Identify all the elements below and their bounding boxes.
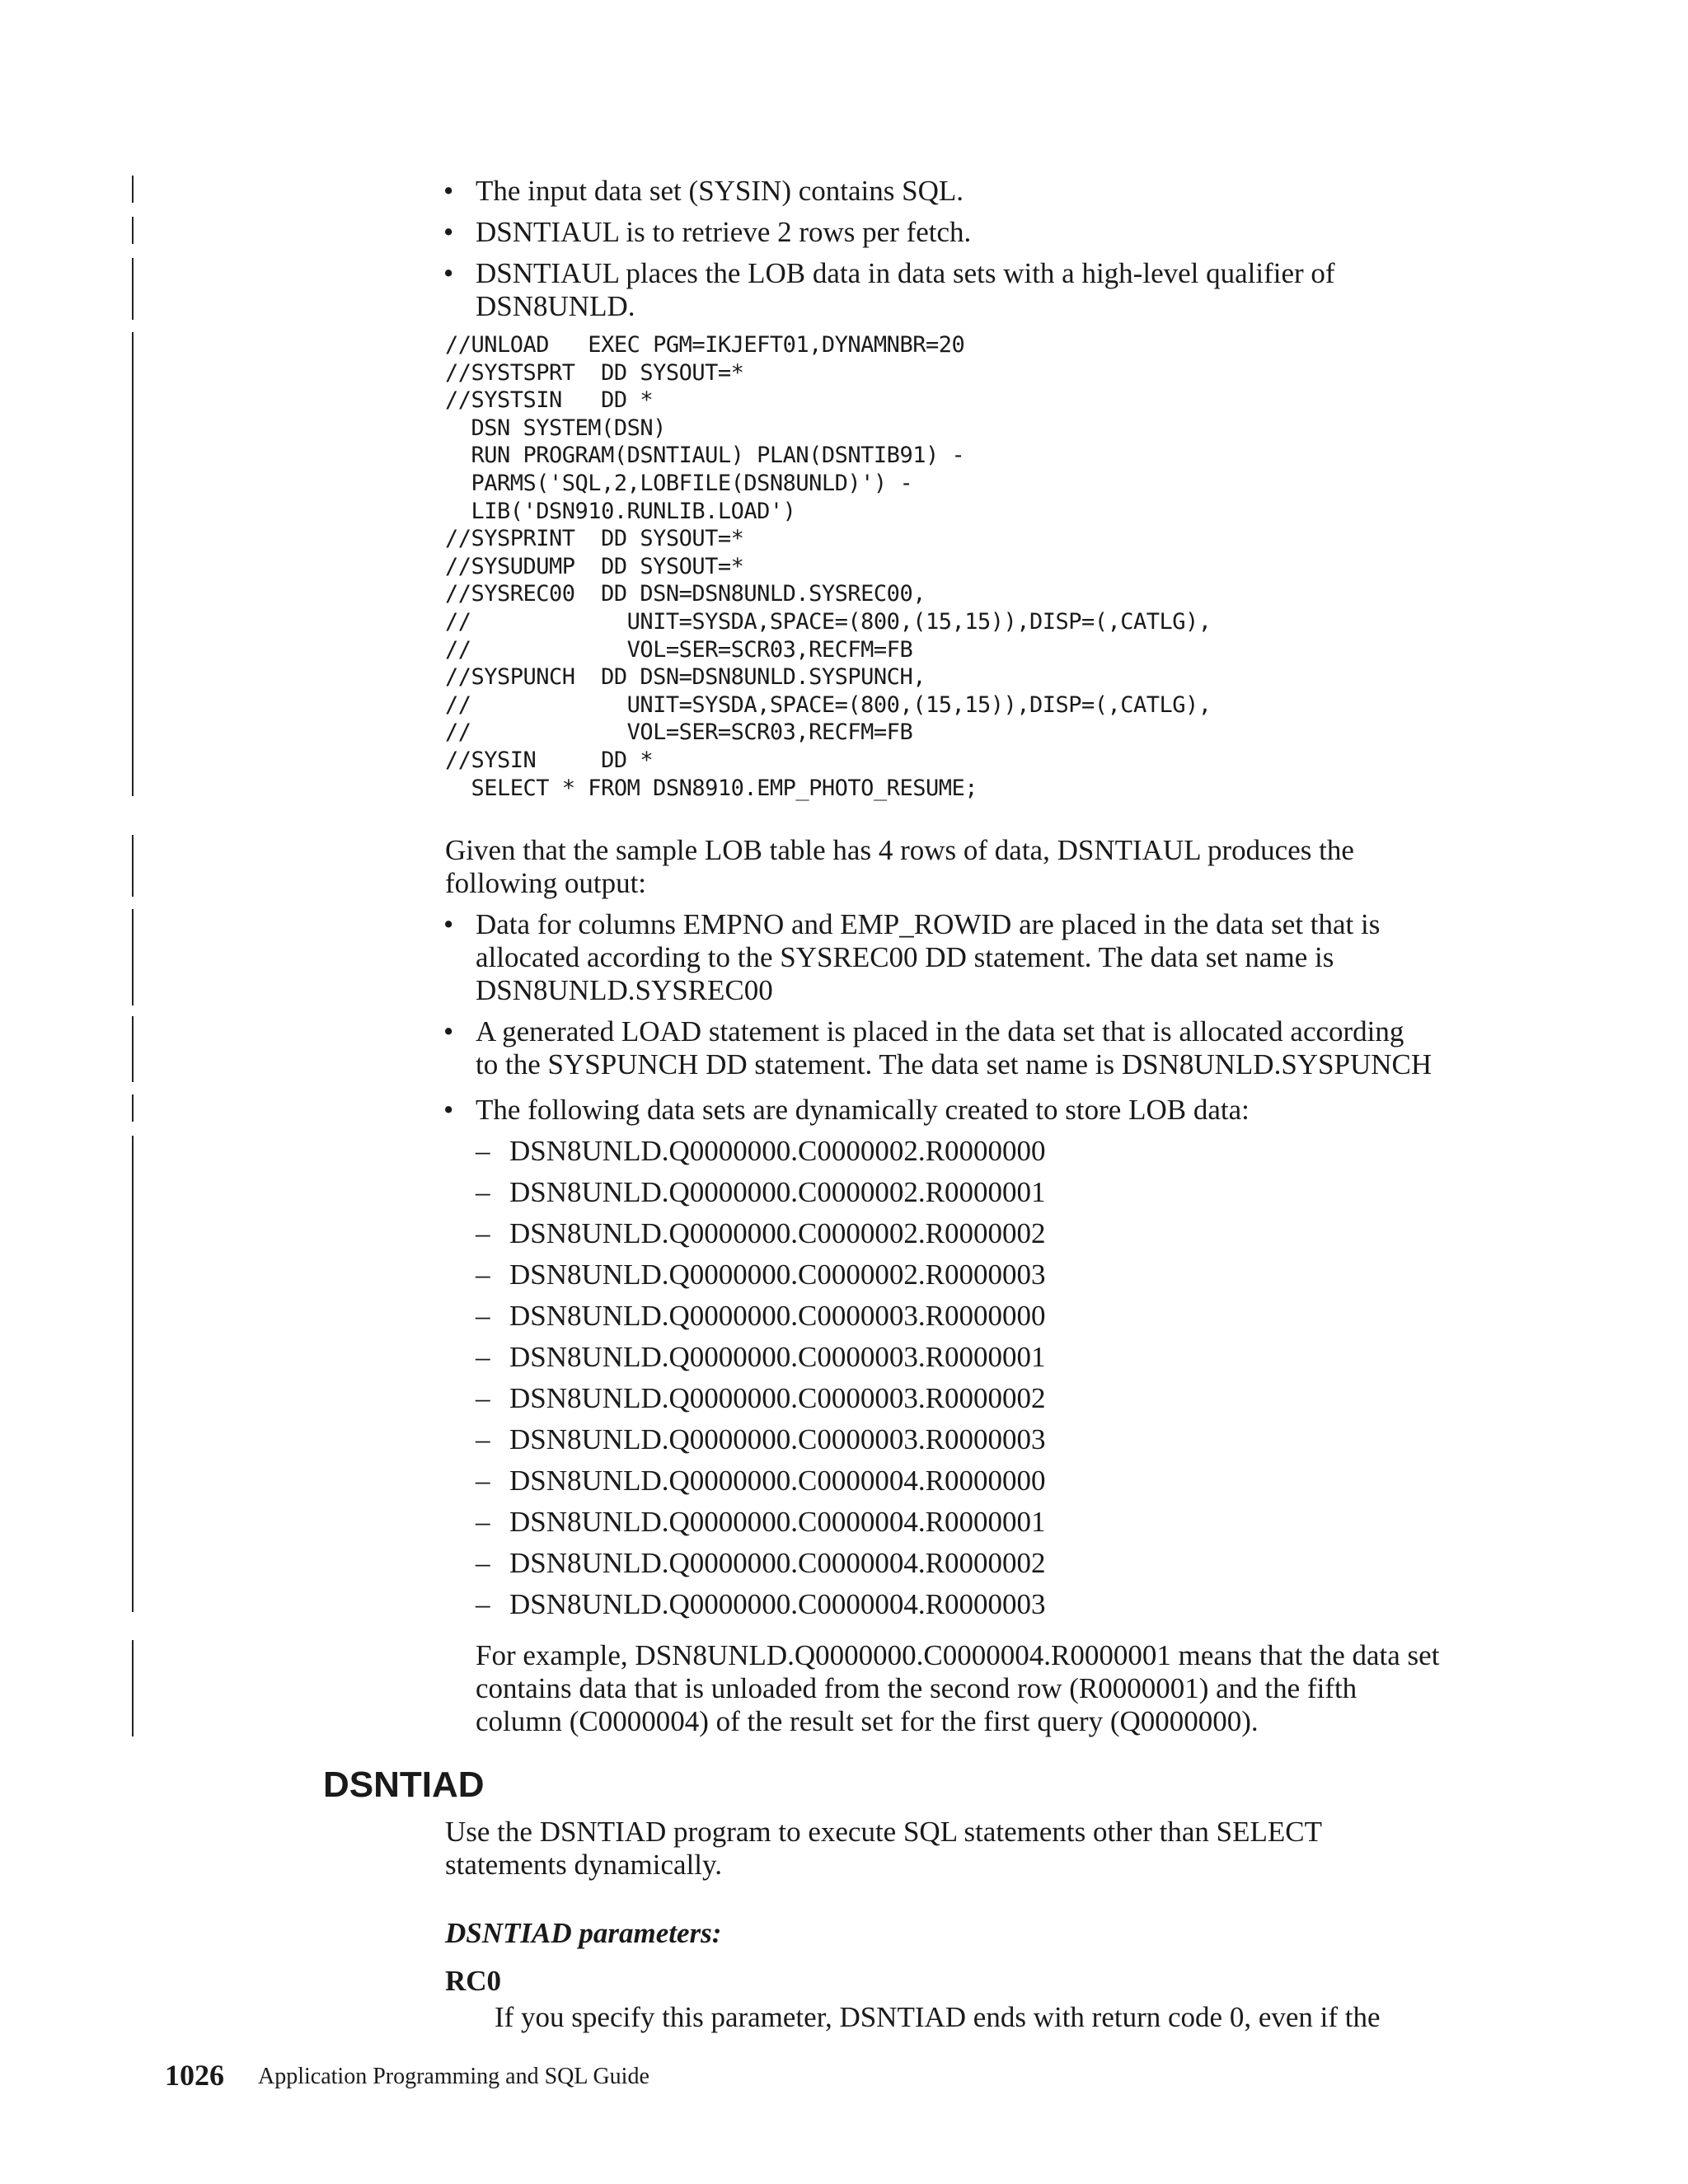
change-bar [132, 332, 134, 796]
bullet-marker: • [443, 257, 454, 289]
example-paragraph-line: contains data that is unloaded from the second row (R0000001) and the fifth [476, 1672, 1357, 1704]
change-bar [132, 217, 134, 244]
given-paragraph-line: Given that the sample LOB table has 4 rows of data, DSNTIAUL produces the [445, 834, 1354, 866]
lob-dataset-item: DSN8UNLD.Q0000000.C0000003.R0000000 [509, 1300, 1046, 1332]
change-bar [132, 258, 134, 320]
dash-marker: – [476, 1176, 490, 1208]
section-heading: DSNTIAD [323, 1765, 485, 1805]
code-line: //SYSTSPRT DD SYSOUT=* [445, 359, 744, 386]
params-heading: DSNTIAD parameters: [445, 1917, 722, 1949]
dash-marker: – [476, 1135, 490, 1167]
dash-marker: – [476, 1341, 490, 1373]
code-line: // UNIT=SYSDA,SPACE=(800,(15,15)),DISP=(,CATLG), [445, 608, 1212, 635]
jcl-code-listing [445, 331, 1212, 802]
lob-dataset-item: DSN8UNLD.Q0000000.C0000003.R0000001 [509, 1341, 1046, 1373]
code-line: //SYSPUNCH DD DSN=DSN8UNLD.SYSPUNCH, [445, 664, 926, 691]
lob-dataset-item: DSN8UNLD.Q0000000.C0000004.R0000002 [509, 1547, 1046, 1579]
bullet-marker: • [443, 908, 454, 940]
change-bar [132, 909, 134, 1005]
intro-bullet-2: DSNTIAUL is to retrieve 2 rows per fetch. [476, 216, 972, 248]
code-line: RUN PROGRAM(DSNTIAUL) PLAN(DSNTIB91) - [445, 443, 965, 469]
code-line: //SYSUDUMP DD SYSOUT=* [445, 553, 744, 579]
code-line: //UNLOAD EXEC PGM=IKJEFT01,DYNAMNBR=20 [445, 332, 965, 358]
code-line: //SYSREC00 DD DSN=DSN8UNLD.SYSREC00, [445, 581, 926, 607]
given-paragraph-line: following output: [445, 867, 647, 899]
code-line: //SYSTSIN DD * [445, 387, 654, 414]
param-description: If you specify this parameter, DSNTIAD ends with return code 0, even if the [495, 2001, 1381, 2033]
dash-marker: – [476, 1217, 490, 1249]
dash-marker: – [476, 1382, 490, 1414]
intro-bullet-3-cont: DSN8UNLD. [476, 290, 635, 322]
code-line: LIB('DSN910.RUNLIB.LOAD') [445, 498, 796, 524]
section-paragraph-line: statements dynamically. [445, 1849, 722, 1881]
dash-marker: – [476, 1465, 490, 1497]
book-title: Application Programming and SQL Guide [258, 2064, 649, 2089]
output-bullet-1-line: Data for columns EMPNO and EMP_ROWID are placed in the data set that is [476, 908, 1381, 940]
code-line: PARMS('SQL,2,LOBFILE(DSN8UNLD)') - [445, 470, 913, 496]
change-bar [132, 176, 134, 203]
bullet-marker: • [443, 216, 454, 248]
output-bullet-3-line: The following data sets are dynamically created to store LOB data: [476, 1094, 1250, 1126]
bullet-marker: • [443, 175, 454, 207]
example-paragraph-line: column (C0000004) of the result set for the first query (Q0000000). [476, 1705, 1259, 1737]
change-bar [132, 1136, 134, 1612]
code-line: DSN SYSTEM(DSN) [445, 415, 666, 441]
dash-marker: – [476, 1506, 490, 1538]
code-line: // VOL=SER=SCR03,RECFM=FB [445, 719, 913, 746]
bullet-marker: • [443, 1015, 454, 1047]
page-number: 1026 [165, 2059, 224, 2092]
dash-marker: – [476, 1258, 490, 1291]
output-bullet-2-line: A generated LOAD statement is placed in the data set that is allocated according [476, 1015, 1404, 1047]
lob-dataset-item: DSN8UNLD.Q0000000.C0000002.R0000001 [509, 1176, 1046, 1208]
output-bullet-1-line: DSN8UNLD.SYSREC00 [476, 974, 773, 1006]
dash-marker: – [476, 1300, 490, 1332]
change-bar [132, 1640, 134, 1736]
lob-dataset-item: DSN8UNLD.Q0000000.C0000003.R0000002 [509, 1382, 1046, 1414]
section-paragraph-line: Use the DSNTIAD program to execute SQL statements other than SELECT [445, 1816, 1323, 1848]
lob-dataset-item: DSN8UNLD.Q0000000.C0000003.R0000003 [509, 1423, 1046, 1455]
code-line: //SYSIN DD * [445, 747, 654, 773]
change-bar [132, 835, 134, 897]
lob-dataset-item: DSN8UNLD.Q0000000.C0000004.R0000003 [509, 1588, 1046, 1620]
dash-marker: – [476, 1547, 490, 1579]
code-line: // UNIT=SYSDA,SPACE=(800,(15,15)),DISP=(,CATLG), [445, 691, 1212, 718]
change-bar [132, 1094, 134, 1122]
intro-bullet-1: The input data set (SYSIN) contains SQL. [476, 175, 964, 207]
code-line: SELECT * FROM DSN8910.EMP_PHOTO_RESUME; [445, 775, 978, 801]
dash-marker: – [476, 1423, 490, 1455]
lob-dataset-item: DSN8UNLD.Q0000000.C0000002.R0000000 [509, 1135, 1046, 1167]
param-term: RC0 [445, 1965, 502, 1997]
code-line: //SYSPRINT DD SYSOUT=* [445, 526, 744, 552]
dash-marker: – [476, 1588, 490, 1620]
output-bullet-1-line: allocated according to the SYSREC00 DD statement. The data set name is [476, 941, 1334, 973]
code-line: // VOL=SER=SCR03,RECFM=FB [445, 636, 913, 663]
bullet-marker: • [443, 1094, 454, 1126]
lob-dataset-item: DSN8UNLD.Q0000000.C0000004.R0000000 [509, 1465, 1046, 1497]
lob-dataset-item: DSN8UNLD.Q0000000.C0000004.R0000001 [509, 1506, 1046, 1538]
lob-dataset-item: DSN8UNLD.Q0000000.C0000002.R0000003 [509, 1258, 1046, 1291]
output-bullet-2-line: to the SYSPUNCH DD statement. The data set name is DSN8UNLD.SYSPUNCH [476, 1048, 1432, 1080]
change-bar [132, 1016, 134, 1082]
intro-bullet-3: DSNTIAUL places the LOB data in data sets with a high-level qualifier of [476, 257, 1335, 289]
lob-dataset-item: DSN8UNLD.Q0000000.C0000002.R0000002 [509, 1217, 1046, 1249]
example-paragraph-line: For example, DSN8UNLD.Q0000000.C0000004.R0000001 means that the data set [476, 1639, 1440, 1671]
